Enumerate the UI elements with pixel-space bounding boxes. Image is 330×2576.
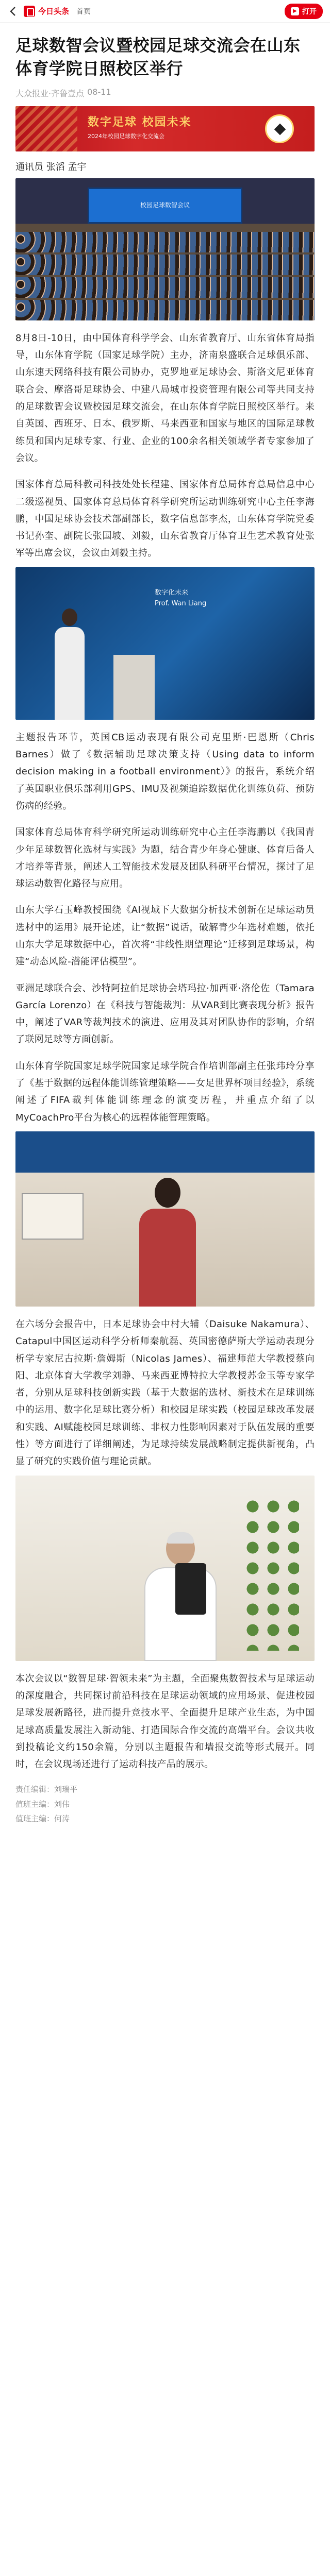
speaker-head bbox=[62, 608, 77, 626]
audience-row bbox=[15, 277, 315, 298]
article-meta bbox=[15, 87, 315, 99]
signature-line: 值班主编：刘伟 bbox=[15, 1799, 70, 1809]
audience-row bbox=[15, 300, 315, 320]
group-photo[interactable] bbox=[15, 178, 315, 320]
top-bar bbox=[0, 0, 330, 23]
paragraph: 在六场分会报告中，日本足球协会中村大辅（Daisuke Nakamura）、Catapul中国区运动科学分析师秦航磊、英国密德萨斯大学运动表现分析学专家尼古拉斯·詹姆斯（Nicolas James）、福建师范大学教授蔡向阳、北京体育大学教学刘静、马来西亚博特拉大学教授苏金玉等专家学者，分别从足球科技创新实践（基于大数据的选材、新技术在足球训练中的运用、数字化足球比赛分析）和校园足球实践（校园足球改革发展和实践、AI赋能校园足球训练、非权力性影响因素对于队伍发展的重要性）等方面进行了详细阐述，为足球持续发展战略制定提供新视角，凸显了研究的实践价值与理论贡献。 bbox=[15, 1318, 315, 1467]
back-arrow-icon[interactable] bbox=[7, 6, 19, 17]
presenter-body bbox=[139, 1209, 196, 1307]
audience-row bbox=[15, 255, 315, 275]
logo-icon bbox=[24, 6, 35, 17]
byline: 通讯员 张滔 孟宇 bbox=[15, 161, 87, 173]
paragraph: 山东大学石玉峰教授围绕《AI视域下大数据分析技术创新在足球运动员选材中的运用》展开论述，让“数据”说话，破解青少年选材难题，依托山东大学足球数据中心，首次将“非线性期望理论”迁移到足球场景，构建“动态风险-潜能评估模型”。 bbox=[15, 905, 315, 968]
app-logo[interactable] bbox=[24, 6, 69, 17]
lecturer-hair bbox=[167, 1532, 194, 1544]
article-title: 足球数智会议暨校园足球交流会在山东体育学院日照校区举行 bbox=[15, 36, 301, 79]
screen-text-line: Prof. Wan Liang bbox=[155, 599, 207, 607]
screen-text-line: 数字化未来 bbox=[155, 588, 189, 597]
stage-screen-text: 校园足球数智会议 bbox=[140, 201, 190, 209]
article-banner bbox=[15, 106, 315, 151]
signature-line: 责任编辑：刘瑞平 bbox=[15, 1785, 78, 1794]
speaker-body bbox=[55, 627, 85, 720]
paragraph: 主题报告环节，英国CB运动表现有限公司克里斯·巴恩斯（Chris Barnes）做了《数据辅助足球决策支持（Using data to inform decision making in a football environment）》的报告，系统介绍了英国职业俱乐部利用GPS、IMU及视频追踪数据优化训练负荷、预防伤病的经验。 bbox=[15, 732, 315, 811]
screen-text bbox=[155, 588, 206, 609]
stage-screen bbox=[88, 188, 242, 224]
podium bbox=[113, 655, 155, 720]
presenter-photo[interactable] bbox=[15, 1131, 315, 1307]
speaker-figure bbox=[52, 608, 88, 720]
paragraph: 山东体育学院国家足球学院国家足球学院合作培训部副主任张玮玲分享了《基于数据的远程体能训练管理策略——女足世界杯项目经验》，系统阐述了FIFA裁判体能训练理念的演变历程，并重点介绍了以MyCoachPro平台为核心的远程体能管理策略。 bbox=[15, 1060, 315, 1123]
paragraph: 国家体育总局科教司科技处处长程建、国家体育总局体育总局信息中心二级巡视员、国家体育总局体育科学研究所运动训练研究中心主任李海鹏，中国足球协会技术部副部长，数字信息部李杰，山东体育学院党委书记孙奎、副院长张国坡、刘毅，山东省教育厅体育卫生艺术教育处张军等出席会议，会议由刘毅主持。 bbox=[15, 479, 315, 559]
editor-signature bbox=[15, 1782, 315, 1826]
microphone-icon bbox=[175, 1563, 206, 1615]
article-source[interactable]: 大众报业·齐鲁壹点 bbox=[15, 88, 85, 98]
paragraph: 国家体育总局体育科学研究所运动训练研究中心主任李海鹏以《我国青少年足球数智化选材与实践》为题，结合青少年身心健康、体育后备人才培养等背景，阐述人工智能技术发展及团队科研平台情况，探讨了足球运动数智化路径与应用。 bbox=[15, 827, 315, 890]
backdrop bbox=[15, 1131, 315, 1173]
plant-decoration bbox=[242, 1496, 299, 1651]
signature-line: 值班主编：何涛 bbox=[15, 1814, 70, 1824]
article-content bbox=[0, 23, 330, 1826]
lecturer-photo[interactable] bbox=[15, 1476, 315, 1661]
speaker-photo[interactable] bbox=[15, 567, 315, 720]
audience-row bbox=[15, 232, 315, 252]
presentation-slide bbox=[22, 1193, 84, 1240]
lecturer-figure bbox=[144, 1532, 217, 1661]
football-icon bbox=[265, 114, 294, 143]
banner-decoration bbox=[15, 106, 77, 151]
banner-subtitle: 2024年校园足球数字化交流会 bbox=[88, 132, 164, 140]
banner-title: 数字足球 校园未来 bbox=[88, 115, 192, 129]
home-link[interactable]: 首页 bbox=[76, 7, 91, 16]
top-bar-left bbox=[7, 6, 91, 17]
logo-text: 今日头条 bbox=[38, 7, 70, 16]
paragraph: 亚洲足球联合会、沙特阿拉伯足球协会塔玛拉·加西亚·洛伦佐（Tamara García Lorenzo）在《科技与智能裁判：从VAR到比赛表现分析》报告中，阐述了VAR等裁判技术的演进、应用及其对团队协作的影响，介绍了联网足球等方面创新。 bbox=[15, 982, 315, 1045]
paragraph: 8月8日-10日，由中国体育科学学会、山东省教育厅、山东省体育局指导，山东体育学院（国家足球学院）主办，济南泉盛联合足球俱乐部、山东速天网络科技有限公司协办，克罗地亚足球协会、斯洛文尼亚体育联合会、摩洛哥足球协会、中建八局城市投资管理有限公司等共同支持的足球数智会议暨校园足球交流会，在山东体育学院日照校区举行。来自英国、西班牙、日本、俄罗斯、马来西亚和国家与地区的国际足球教练员和国内足球专家、行业、企业的100余名相关领域学者专家参加了会议。 bbox=[15, 332, 315, 464]
paragraph: 本次会议以“数智足球·智领未来”为主题，全面聚焦数智技术与足球运动的深度融合，共同探讨前沿科技在足球运动领域的应用场景、促进校园足球发展新路径，进而提升竞技水平、全面提升足球产业生态，为中国足球高质量发展注入新动能、打造国际合作交流的高端平台。会议共收到投稿论文约150余篇，分别以主题报告和墙报交流等形式展开。同时，在会议现场还进行了运动科技产品的展示。 bbox=[15, 1673, 315, 1770]
app-icon: ▶ bbox=[291, 7, 299, 15]
presenter-head bbox=[155, 1178, 180, 1208]
open-app-label: 打开 bbox=[302, 7, 317, 16]
presenter-figure bbox=[134, 1178, 201, 1307]
article-date: 08-11 bbox=[87, 87, 111, 97]
open-app-button[interactable] bbox=[285, 4, 323, 19]
